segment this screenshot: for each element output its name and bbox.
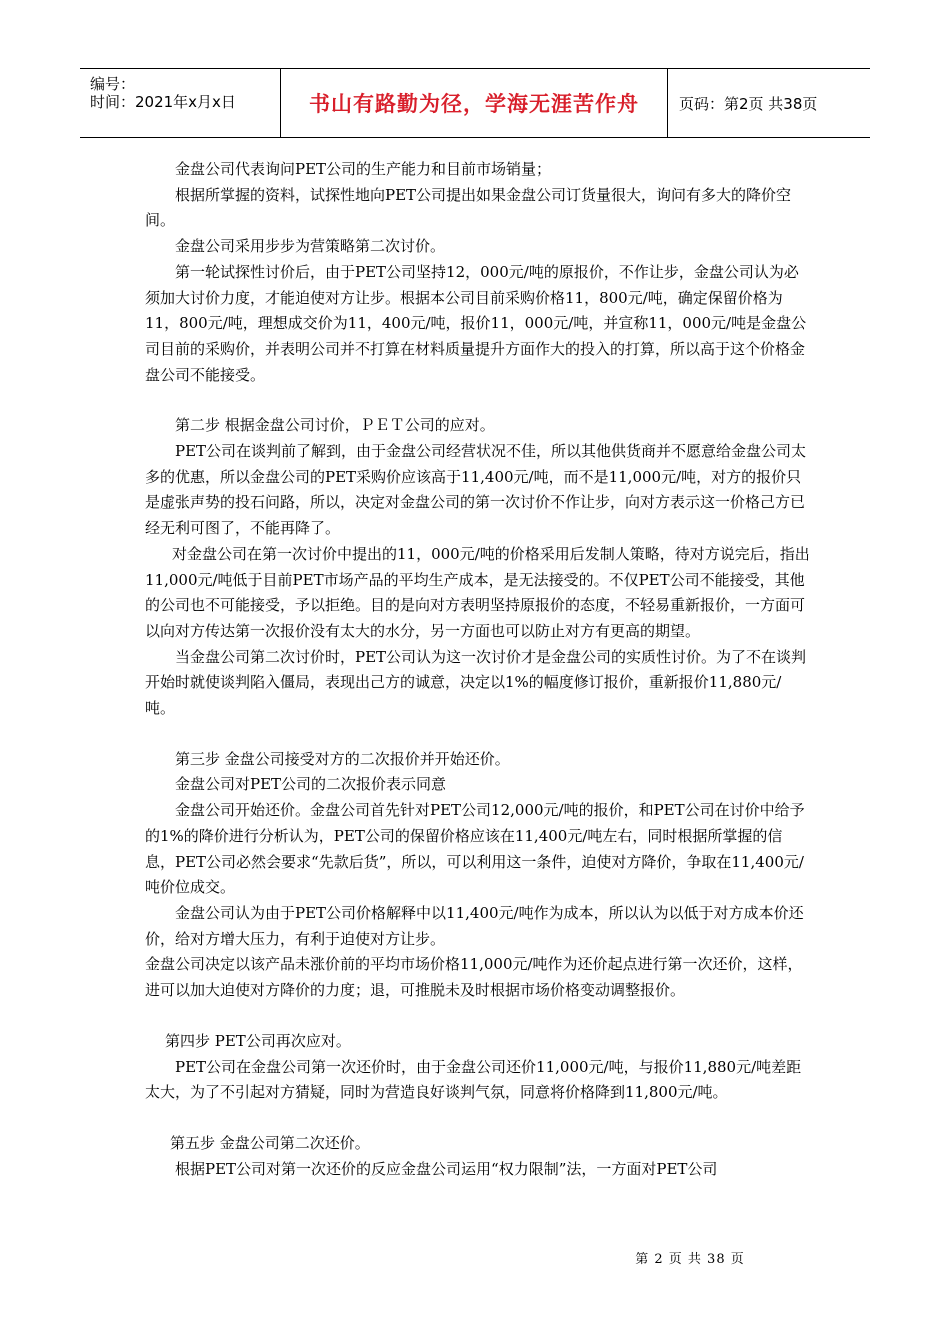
- paragraph: 金盘公司认为由于PET公司价格解释中以11,400元/吨作为成本，所以认为以低于对方成本价还价，给对方增大压力，有利于迫使对方让步。: [145, 903, 804, 948]
- section-heading: 第三步 金盘公司接受对方的二次报价并开始还价。: [175, 749, 510, 768]
- section-heading: 第四步 PET公司再次应对。: [165, 1031, 351, 1050]
- paragraph: 金盘公司代表询问PET公司的生产能力和目前市场销量；: [175, 160, 552, 178]
- paragraph: 金盘公司开始还价。金盘公司首先针对PET公司12,000元/吨的报价，和PET公司在讨价中给予的1%的降价进行分析认为，PET公司的保留价格应该在11,400元/吨左右，同时根据所掌握的信息，PET公司必然会要求“先款后货”，所以，可以利用这一条件，迫使对方降价，争取在11,400元/吨价位成交。: [145, 801, 805, 897]
- paragraph-gap: [145, 722, 810, 747]
- header-page-number: 页码：第2页 共38页: [679, 94, 818, 113]
- header-motto: 书山有路勤为径，学海无涯苦作舟: [280, 69, 668, 137]
- page-header: [80, 68, 870, 138]
- paragraph: 根据PET公司对第一次还价的反应金盘公司运用“权力限制”法，一方面对PET公司: [175, 1159, 718, 1178]
- section-heading: 第五步 金盘公司第二次还价。: [170, 1133, 370, 1152]
- document-number-label: 编号：: [90, 75, 136, 93]
- header-meta: [80, 69, 280, 137]
- paragraph-gap: [145, 1106, 810, 1131]
- paragraph: 第一轮试探性讨价后，由于PET公司坚持12，000元/吨的原报价，不作让步，金盘公司认为必须加大讨价力度，才能迫使对方让步。根据本公司目前采购价格11，800元/吨，确定保留价格为11，800元/吨，理想成交价为11，400元/吨，报价11，000元/吨，并宣称11，000元/吨是金盘公司目前的采购价，并表明公司并不打算在材料质量提升方面作大的投入的打算，所以高于这个价格金盘公司不能接受。: [145, 262, 807, 384]
- paragraph: 根据所掌握的资料，试探性地向PET公司提出如果金盘公司订货量很大，询问有多大的降价空间。: [145, 185, 792, 230]
- footer-page-number: 第 2 页 共 38 页: [635, 1252, 745, 1267]
- paragraph: 金盘公司采用步步为营策略第二次讨价。: [175, 237, 446, 256]
- paragraph-gap: [145, 388, 810, 413]
- document-body: [145, 157, 810, 1182]
- paragraph: 金盘公司对PET公司的二次报价表示同意: [175, 775, 447, 794]
- paragraph: 金盘公司决定以该产品未涨价前的平均市场价格11,000元/吨作为还价起点进行第一次还价，这样，进可以加大迫使对方降价的力度；退，可推脱未及时根据市场价格变动调整报价。: [145, 955, 803, 1000]
- paragraph: PET公司在金盘公司第一次还价时，由于金盘公司还价11,000元/吨，与报价11,880元/吨差距太大，为了不引起对方猜疑，同时为营造良好谈判气氛，同意将价格降到11,800元/吨。: [145, 1057, 802, 1102]
- paragraph: 当金盘公司第二次讨价时，PET公司认为这一次讨价才是金盘公司的实质性讨价。为了不在谈判开始时就使谈判陷入僵局，表现出己方的诚意，决定以1%的幅度修订报价，重新报价11,880元/吨。: [145, 647, 807, 718]
- paragraph-gap: [145, 1004, 810, 1029]
- page-footer: [0, 1248, 950, 1267]
- document-time-label: 时间：2021年x月x日: [90, 93, 236, 111]
- paragraph: 对金盘公司在第一次讨价中提出的11，000元/吨的价格采用后发制人策略，待对方说完后，指出11,000元/吨低于目前PET市场产品的平均生产成本，是无法接受的。不仅PET公司不能接受，其他的公司也不可能接受，予以拒绝。目的是向对方表明坚持原报价的态度，不轻易重新报价，一方面可以向对方传达第一次报价没有太大的水分，另一方面也可以防止对方有更高的期望。: [145, 544, 810, 640]
- paragraph: PET公司在谈判前了解到，由于金盘公司经营状况不佳，所以其他供货商并不愿意给金盘公司太多的优惠，所以金盘公司的PET采购价应该高于11,400元/吨，而不是11,000元/吨，对方的报价只是虚张声势的投石问路，所以，决定对金盘公司的第一次讨价不作让步，向对方表示这一价格己方已经无利可图了，不能再降了。: [145, 442, 807, 538]
- section-heading: 第二步 根据金盘公司讨价，ＰＥＴ公司的应对。: [175, 416, 495, 435]
